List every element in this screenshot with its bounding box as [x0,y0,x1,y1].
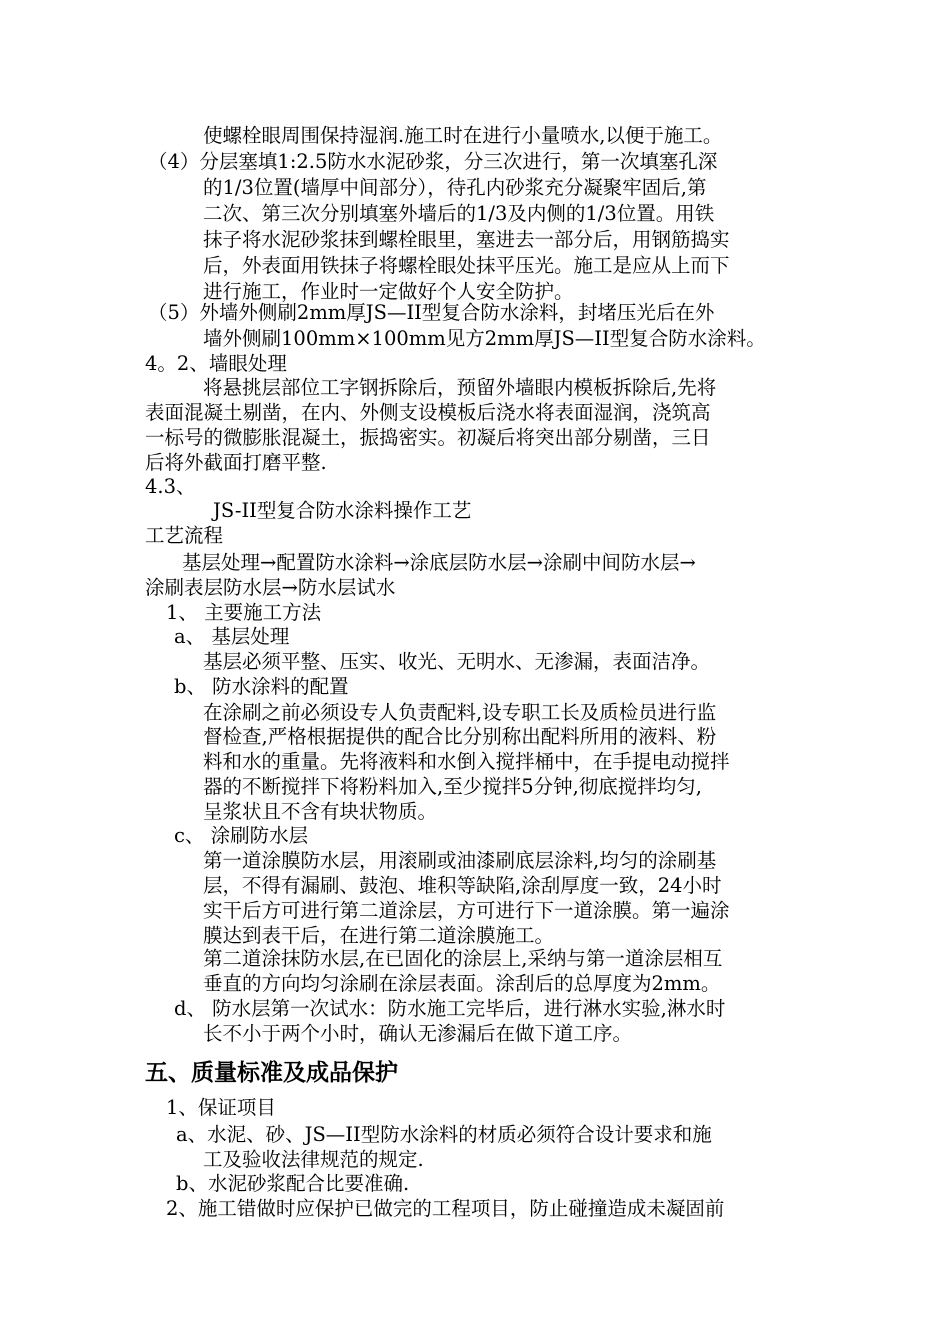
paragraph-line: 料和水的重量。先将液料和水倒入搅拌桶中，在手提电动搅拌 [203,750,730,773]
paragraph-line: 基层必须平整、压实、收光、无明水、无渗漏，表面洁净。 [203,650,711,673]
paragraph-line: 第二道涂抹防水层,在已固化的涂层上,采纳与第一道涂层相互 [203,947,723,970]
paragraph-line: 督检查,严格根据提供的配合比分别称出配料所用的液料、粉 [203,725,717,748]
sub-item-d: d、 防水层第一次试水：防水施工完毕后，进行淋水实验,淋水时 [174,997,726,1020]
paragraph-line: 实干后方可进行第二道涂层，方可进行下一道涂膜。第一遍涂 [203,899,730,922]
sub-item-b: b、 防水涂料的配置 [174,675,349,698]
paragraph-line: 第一道涂膜防水层，用滚刷或油漆刷底层涂料,均匀的涂刷基 [203,849,717,872]
paragraph-line: 一标号的微膨胀混凝土，振捣密实。初凝后将突出部分剔凿，三日 [145,426,711,449]
paragraph-line: 呈浆状且不含有块状物质。 [203,800,438,823]
list-item-5: （5）外墙外侧刷2mm厚JS—II型复合防水涂料，封堵压光后在外 [148,301,715,324]
paragraph-line: 后将外截面打磨平整. [145,451,327,474]
paragraph-line: 将悬挑层部位工字钢拆除后，预留外墙眼内模板拆除后,先将 [203,376,717,399]
paragraph-line: 后，外表面用铁抹子将螺栓眼处抹平压光。施工是应从上而下 [203,254,730,277]
sub-item-a: a、水泥、砂、JS—II型防水涂料的材质必须符合设计要求和施 [176,1123,712,1146]
section-heading-4-2: 4。2、墙眼处理 [145,352,287,375]
paragraph-line: 墙外侧刷100mm×100mm见方2mm厚JS—II型复合防水涂料。 [203,327,766,350]
paragraph-line: 层，不得有漏刷、鼓泡、堆积等缺陷,涂刮厚度一致，24小时 [203,874,722,897]
process-flow-label: 工艺流程 [145,524,224,547]
section-heading-5: 五、质量标准及成品保护 [145,1060,398,1086]
paragraph-line: 使螺栓眼周围保持湿润.施工时在进行小量喷水,以便于施工。 [203,124,723,147]
process-flow-line: 基层处理→配置防水涂料→涂底层防水层→涂刷中间防水层→ [182,551,696,574]
paragraph-line: 抹子将水泥砂浆抹到螺栓眼里，塞进去一部分后，用钢筋捣实 [203,228,730,251]
process-flow-line: 涂刷表层防水层→防水层试水 [145,576,396,599]
sub-item-a: a、 基层处理 [174,625,290,648]
paragraph-line: 长不小于两个小时，确认无渗漏后在做下道工序。 [203,1022,633,1045]
paragraph-line: 进行施工，作业时一定做好个人安全防护。 [203,280,574,303]
paragraph-line: 膜达到表干后，在进行第二道涂膜施工。 [203,924,555,947]
subsection-title: JS-II型复合防水涂料操作工艺 [213,499,472,522]
paragraph-line: 表面混凝土剔凿，在内、外侧支设模板后浇水将表面湿润，浇筑高 [145,401,711,424]
paragraph-line: 器的不断搅拌下将粉料加入,至少搅拌5分钟,彻底搅拌均匀, [203,775,703,798]
paragraph-line: 的1/3位置(墙厚中间部分），待孔内砂浆充分凝聚牢固后,第 [203,176,707,199]
paragraph-line: 工及验收法律规范的规定. [203,1148,424,1171]
paragraph-line: 垂直的方向均匀涂刷在涂层表面。涂刮后的总厚度为2mm。 [203,972,721,995]
sub-item-c: c、 涂刷防水层 [174,824,309,847]
paragraph-line: 二次、第三次分别填塞外墙后的1/3及内侧的1/3位置。用铁 [203,202,715,225]
sub-item-b: b、水泥砂浆配合比要准确. [176,1172,410,1195]
numbered-heading: 1、 主要施工方法 [166,601,322,624]
numbered-item-1: 1、保证项目 [166,1096,276,1119]
numbered-item-2: 2、施工错做时应保护已做完的工程项目，防止碰撞造成未凝固前 [166,1197,725,1220]
paragraph-line: 在涂刷之前必须设专人负责配料,设专职工长及质检员进行监 [203,701,717,724]
list-item-4: （4）分层塞填1:2.5防水水泥砂浆，分三次进行，第一次填塞孔深 [148,150,718,173]
section-heading-4-3: 4.3、 [145,475,196,498]
